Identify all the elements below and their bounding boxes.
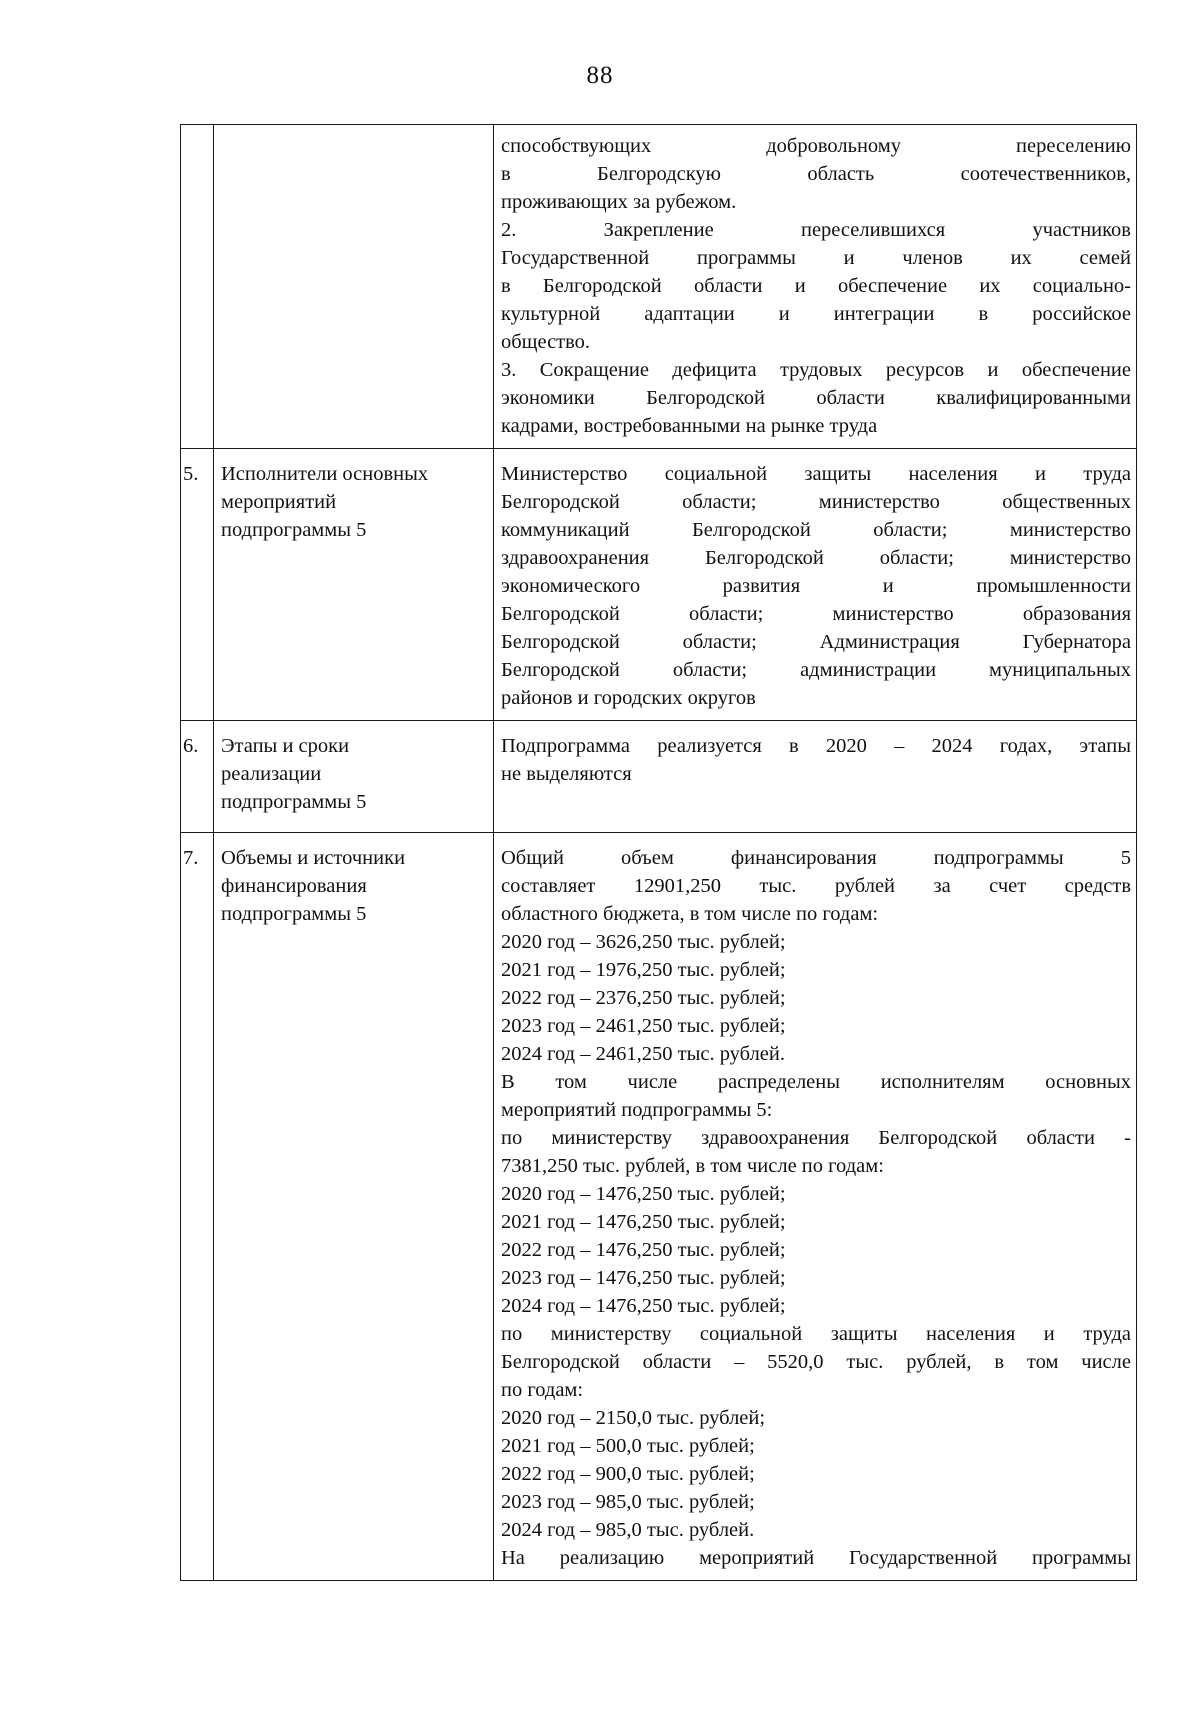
row-name-cell — [214, 833, 494, 1581]
row-description-line: На реализацию мероприятий Государственной программы — [501, 1547, 1131, 1569]
row-description-cell — [494, 449, 1137, 721]
row-description-line: способствующих добровольному переселению — [501, 135, 1131, 157]
row-description-line: 2024 год – 1476,250 тыс. рублей; — [501, 1295, 786, 1317]
table-row — [181, 449, 1137, 721]
row-name-line: подпрограммы 5 — [221, 791, 367, 813]
row-description-cell — [494, 125, 1137, 449]
row-name-line: Объемы и источники — [221, 847, 406, 869]
row-description-line: 2021 год – 500,0 тыс. рублей; — [501, 1435, 755, 1457]
row-description — [494, 722, 1136, 796]
row-description-line: мероприятий подпрограммы 5: — [501, 1099, 773, 1121]
row-description-line: здравоохранения Белгородской области; министерство — [501, 547, 1131, 569]
row-description-line: Белгородской области; администрации муниципальных — [501, 659, 1131, 681]
row-name-line: мероприятий — [221, 491, 337, 513]
row-name — [214, 126, 493, 136]
row-description-line: составляет 12901,250 тыс. рублей за счет средств — [501, 875, 1131, 897]
row-description-line: 2. Закрепление переселившихся участников — [501, 219, 1131, 241]
row-name-line: подпрограммы 5 — [221, 519, 367, 541]
table-row — [181, 833, 1137, 1581]
row-description-line: 2024 год – 985,0 тыс. рублей. — [501, 1519, 755, 1541]
row-description-line: районов и городских округов — [501, 687, 756, 709]
row-name-line: Исполнители основных — [221, 463, 429, 485]
row-description-line: 2023 год – 1476,250 тыс. рублей; — [501, 1267, 786, 1289]
row-description-line: Подпрограмма реализуется в 2020 – 2024 годах, этапы — [501, 735, 1131, 757]
row-name — [214, 834, 493, 928]
row-description — [494, 834, 1136, 1580]
row-number: 7. — [183, 847, 199, 869]
row-description-line: областного бюджета, в том числе по годам: — [501, 903, 879, 925]
row-name-cell — [214, 721, 494, 833]
row-description-line: в Белгородской области и обеспечение их социально- — [501, 275, 1131, 297]
row-name-cell — [214, 125, 494, 449]
row-description — [494, 450, 1136, 720]
row-number — [181, 126, 213, 136]
row-description-line: экономического развития и промышленности — [501, 575, 1131, 597]
row-description — [494, 126, 1136, 448]
row-description-cell — [494, 833, 1137, 1581]
row-number: 5. — [183, 463, 199, 485]
row-description-line: коммуникаций Белгородской области; министерство — [501, 519, 1131, 541]
table-row — [181, 721, 1137, 833]
page-number: 88 — [586, 62, 614, 89]
row-description-line: Государственной программы и членов их семей — [501, 247, 1131, 269]
row-description-line: 2020 год – 1476,250 тыс. рублей; — [501, 1183, 786, 1205]
row-description-line: 2022 год – 1476,250 тыс. рублей; — [501, 1239, 786, 1261]
row-number-cell — [181, 833, 214, 1581]
row-number-cell — [181, 125, 214, 449]
row-description-line: Белгородской области; министерство общественных — [501, 491, 1131, 513]
row-description-line: 2023 год – 985,0 тыс. рублей; — [501, 1491, 755, 1513]
row-number-cell — [181, 449, 214, 721]
row-name-line: подпрограммы 5 — [221, 903, 367, 925]
row-description-line: Министерство социальной защиты населения и труда — [501, 463, 1131, 485]
row-description-line: по министерству здравоохранения Белгородской области - — [501, 1127, 1131, 1149]
row-description-line: не выделяются — [501, 763, 632, 785]
row-description-line: В том числе распределены исполнителям основных — [501, 1071, 1131, 1093]
row-description-line: 2022 год – 900,0 тыс. рублей; — [501, 1463, 755, 1485]
row-number-cell — [181, 721, 214, 833]
row-description-line: по годам: — [501, 1379, 584, 1401]
row-name — [214, 450, 493, 544]
row-description-line: Белгородской области; Администрация Губернатора — [501, 631, 1131, 653]
row-description-line: Общий объем финансирования подпрограммы 5 — [501, 847, 1131, 869]
row-name — [214, 722, 493, 816]
row-name-cell — [214, 449, 494, 721]
row-number: 6. — [183, 735, 199, 757]
row-description-line: 2020 год – 2150,0 тыс. рублей; — [501, 1407, 766, 1429]
row-description-line: 2024 год – 2461,250 тыс. рублей. — [501, 1043, 785, 1065]
row-description-line: 2021 год – 1476,250 тыс. рублей; — [501, 1211, 786, 1233]
row-description-line: культурной адаптации и интеграции в российское — [501, 303, 1131, 325]
row-name-line: Этапы и сроки — [221, 735, 350, 757]
row-description-line: 2022 год – 2376,250 тыс. рублей; — [501, 987, 786, 1009]
row-name-line: финансирования — [221, 875, 367, 897]
subprogram-passport-table — [180, 124, 1137, 1581]
row-description-line: общество. — [501, 331, 591, 353]
row-description-line: проживающих за рубежом. — [501, 191, 737, 213]
row-description-line: экономики Белгородской области квалифицированными — [501, 387, 1131, 409]
row-description-line: кадрами, востребованными на рынке труда — [501, 415, 878, 437]
row-description-line: 2021 год – 1976,250 тыс. рублей; — [501, 959, 786, 981]
row-description-cell — [494, 721, 1137, 833]
row-description-line: Белгородской области; министерство образования — [501, 603, 1131, 625]
table-row — [181, 125, 1137, 449]
row-name-line: реализации — [221, 763, 322, 785]
row-description-line: Белгородской области – 5520,0 тыс. рублей, в том числе — [501, 1351, 1131, 1373]
row-description-line: 2023 год – 2461,250 тыс. рублей; — [501, 1015, 786, 1037]
row-description-line: 2020 год – 3626,250 тыс. рублей; — [501, 931, 786, 953]
row-description-line: 7381,250 тыс. рублей, в том числе по годам: — [501, 1155, 884, 1177]
row-description-line: по министерству социальной защиты населения и труда — [501, 1323, 1131, 1345]
row-description-line: в Белгородскую область соотечественников, — [501, 163, 1131, 185]
row-description-line: 3. Сокращение дефицита трудовых ресурсов и обеспечение — [501, 359, 1131, 381]
